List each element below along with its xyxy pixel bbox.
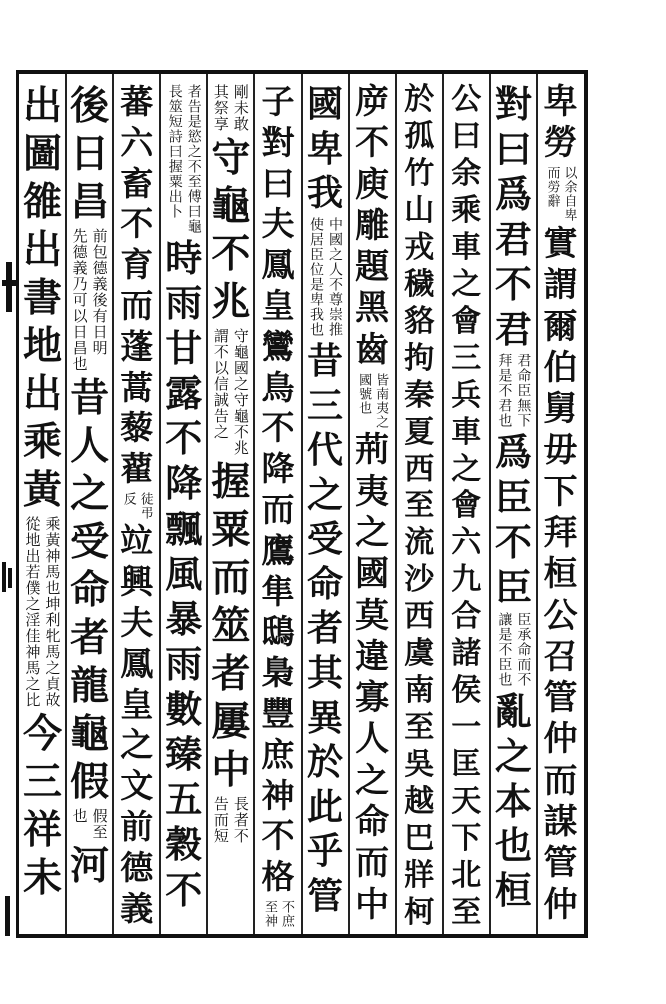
annotation-line: 先德義乃可以日昌也	[70, 228, 89, 372]
main-character: 而	[261, 489, 295, 529]
main-character: 巴	[404, 821, 435, 857]
main-character: 五	[165, 777, 203, 822]
text-column	[112, 82, 162, 929]
main-character: 夷	[355, 471, 390, 512]
main-character: 降	[165, 461, 203, 506]
main-character: 管	[307, 874, 344, 917]
annotation-note	[302, 217, 348, 337]
main-character: 後	[70, 83, 110, 129]
main-character: 興	[120, 562, 154, 602]
main-character: 秦	[404, 377, 435, 413]
margin-ink-mark	[2, 896, 14, 936]
main-character: 沙	[404, 562, 435, 598]
main-character: 而	[211, 555, 251, 601]
main-character: 中	[211, 747, 251, 793]
main-character: 夫	[261, 204, 295, 244]
main-character: 匡	[451, 747, 482, 783]
main-character: 暴	[165, 596, 203, 641]
main-character: 之	[70, 471, 110, 517]
main-character: 夫	[120, 602, 154, 642]
main-character: 車	[451, 229, 482, 265]
main-character: 受	[70, 519, 110, 565]
main-character: 雒	[23, 179, 63, 225]
annotation-line: 而勞辭	[544, 166, 560, 209]
main-character: 日	[70, 131, 110, 177]
main-character: 流	[404, 525, 435, 561]
main-character: 握	[211, 459, 251, 505]
main-character: 管	[543, 678, 578, 719]
main-character: 對	[261, 122, 295, 162]
main-character: 義	[120, 888, 154, 928]
main-character: 皇	[120, 684, 154, 724]
main-character: 者	[70, 615, 110, 661]
margin-ink-mark	[0, 562, 14, 592]
main-character: 君	[494, 216, 532, 261]
main-character: 合	[451, 599, 482, 635]
main-character: 君	[494, 306, 532, 351]
annotation-note	[114, 492, 160, 520]
main-character: 鳳	[120, 643, 154, 683]
main-character: 粟	[211, 507, 251, 553]
annotation-line: 以余自卑	[561, 166, 577, 223]
main-character: 此	[307, 785, 344, 828]
annotation-line: 剛未敢	[231, 84, 250, 132]
main-character: 庶	[261, 734, 295, 774]
text-column	[65, 82, 115, 890]
main-character: 越	[404, 784, 435, 820]
main-character: 人	[70, 423, 110, 469]
main-character: 三	[23, 759, 63, 805]
main-character: 雕	[355, 205, 390, 246]
main-character: 齒	[355, 329, 390, 370]
main-character: 祥	[23, 807, 63, 853]
main-character: 山	[404, 192, 435, 228]
annotation-line: 者告是慾之不至傅曰龜	[185, 83, 202, 234]
main-character: 出	[23, 83, 63, 129]
main-character: 而	[355, 843, 390, 884]
text-column	[159, 82, 209, 913]
main-character: 穢	[404, 266, 435, 302]
annotation-note	[208, 84, 254, 132]
text-column	[253, 82, 303, 929]
main-character: 德	[120, 847, 154, 887]
annotation-line: 徒弔	[137, 491, 153, 520]
annotation-line: 反	[120, 491, 136, 506]
main-character: 荊	[355, 430, 390, 471]
main-character: 不	[165, 416, 203, 461]
main-character: 豐	[261, 693, 295, 733]
text-column	[488, 82, 538, 913]
main-character: 爲	[494, 171, 532, 216]
annotation-note	[67, 808, 113, 840]
main-character: 於	[307, 741, 344, 784]
main-character: 亂	[494, 688, 532, 733]
main-character: 西	[404, 599, 435, 635]
annotation-line: 君命臣無下	[515, 353, 532, 429]
main-character: 龍	[70, 663, 110, 709]
main-character: 至	[404, 710, 435, 746]
main-character: 鷹	[261, 530, 295, 570]
text-column	[441, 82, 491, 932]
main-character: 育	[120, 245, 154, 285]
main-character: 出	[23, 227, 63, 273]
main-character: 飄	[165, 506, 203, 551]
main-character: 對	[494, 82, 532, 126]
main-character: 不	[261, 816, 295, 856]
main-character: 露	[165, 371, 203, 416]
main-character: 公	[451, 82, 482, 117]
main-character: 伯	[543, 347, 578, 388]
annotation-line: 臣承命而不	[515, 611, 532, 687]
main-character: 兵	[451, 377, 482, 413]
main-character: 虞	[404, 636, 435, 672]
main-character: 屢	[211, 699, 251, 745]
main-character: 兆	[211, 279, 251, 325]
main-character: 未	[23, 855, 63, 901]
annotation-line: 告而短	[211, 796, 230, 844]
main-character: 不	[120, 204, 154, 244]
main-character: 之	[451, 266, 482, 302]
main-character: 六	[120, 122, 154, 162]
main-character: 侯	[451, 673, 482, 709]
main-character: 之	[451, 451, 482, 487]
main-character: 題	[355, 247, 390, 288]
main-character: 國	[355, 554, 390, 595]
main-character: 鳥	[261, 367, 295, 407]
annotation-note	[208, 328, 254, 456]
text-column	[206, 82, 256, 846]
annotation-note	[208, 796, 254, 844]
main-character: 雨	[165, 280, 203, 325]
main-character: 今	[23, 711, 63, 757]
annotation-line: 長者不	[231, 796, 250, 844]
main-character: 龜	[211, 183, 251, 229]
annotation-note	[490, 353, 536, 428]
main-character: 前	[120, 806, 154, 846]
main-character: 國	[307, 83, 344, 125]
main-character: 河	[70, 843, 110, 889]
main-character: 寡	[355, 678, 390, 719]
main-character: 不	[355, 123, 390, 164]
main-character: 卑	[543, 82, 578, 122]
main-character: 之	[120, 725, 154, 765]
annotation-note	[255, 900, 301, 928]
annotation-line: 國號也	[356, 372, 372, 415]
main-character: 庾	[355, 164, 390, 205]
main-character: 之	[307, 473, 344, 516]
annotation-line: 讓是不臣也	[496, 611, 513, 687]
annotation-line: 長筮短詩曰握粟出卜	[166, 83, 183, 219]
main-character: 至	[404, 488, 435, 524]
main-character: 爾	[543, 306, 578, 347]
main-character: 下	[543, 471, 578, 512]
annotation-note	[67, 228, 113, 372]
main-character: 一	[451, 710, 482, 746]
main-character: 鸞	[261, 326, 295, 366]
main-character: 公	[543, 595, 578, 636]
main-character: 其	[307, 652, 344, 694]
main-character: 謂	[543, 265, 578, 306]
annotation-line: 使居臣位是卑我也	[308, 217, 325, 338]
annotation-line: 守龜國之守龜不兆	[231, 328, 250, 456]
main-character: 勞	[543, 123, 578, 164]
main-character: 我	[307, 172, 344, 215]
main-character: 莫	[355, 595, 390, 636]
main-character: 臣	[494, 475, 532, 520]
main-character: 三	[451, 340, 482, 376]
margin-ink-mark	[2, 262, 16, 312]
main-character: 者	[211, 651, 251, 697]
annotation-line: 至神	[261, 899, 277, 928]
text-column	[347, 82, 397, 926]
main-character: 仲	[543, 884, 578, 925]
main-character: 格	[261, 857, 295, 897]
main-character: 代	[307, 429, 344, 472]
main-character: 之	[355, 512, 390, 553]
annotation-note	[490, 612, 536, 687]
main-character: 余	[451, 155, 482, 191]
main-character: 下	[451, 821, 482, 857]
main-character: 穀	[165, 822, 203, 867]
main-character: 昌	[70, 179, 110, 225]
main-character: 至	[451, 894, 482, 930]
main-character: 中	[355, 884, 390, 925]
main-character: 不	[494, 261, 532, 306]
main-character: 車	[451, 414, 482, 450]
main-character: 畜	[120, 163, 154, 203]
main-character: 命	[307, 562, 344, 605]
annotation-line: 假至	[90, 808, 109, 840]
main-character: 黑	[355, 288, 390, 329]
main-character: 不	[211, 231, 251, 277]
main-character: 書	[23, 275, 63, 321]
main-character: 仲	[543, 719, 578, 760]
main-character: 管	[543, 843, 578, 884]
annotation-line: 其祭享	[211, 84, 230, 132]
annotation-line: 拜是不君也	[496, 353, 513, 429]
main-character: 人	[355, 719, 390, 760]
main-character: 假	[70, 759, 110, 805]
main-character: 㡿	[355, 82, 390, 122]
main-character: 毋	[543, 430, 578, 471]
annotation-line: 前包德義後有日明	[90, 228, 109, 356]
main-character: 筮	[211, 603, 251, 649]
main-character: 命	[355, 801, 390, 842]
main-character: 皇	[261, 285, 295, 325]
text-frame	[16, 70, 588, 938]
text-column	[300, 82, 350, 918]
main-character: 乘	[23, 419, 63, 465]
main-character: 卑	[307, 127, 344, 170]
annotation-note	[161, 84, 207, 234]
main-character: 數	[165, 687, 203, 731]
main-character: 乎	[307, 830, 344, 873]
main-character: 雨	[165, 641, 203, 686]
annotation-line: 中國之人不尊崇推	[327, 217, 344, 338]
main-character: 不	[261, 408, 295, 448]
main-character: 藜	[120, 408, 154, 448]
main-character: 之	[355, 760, 390, 801]
main-character: 神	[261, 775, 295, 815]
main-character: 降	[261, 449, 295, 489]
main-character: 文	[120, 766, 154, 806]
main-character: 時	[165, 235, 203, 280]
annotation-note	[349, 373, 395, 429]
main-character: 桓	[494, 868, 532, 913]
main-character: 守	[211, 135, 251, 181]
main-character: 三	[307, 384, 344, 427]
main-character: 天	[451, 784, 482, 820]
main-character: 受	[307, 518, 344, 561]
main-character: 子	[261, 82, 295, 121]
main-character: 出	[23, 371, 63, 417]
main-character: 諸	[451, 636, 482, 672]
main-character: 蓬	[120, 326, 154, 366]
main-character: 者	[307, 607, 344, 650]
main-character: 會	[451, 488, 482, 524]
main-character: 也	[494, 823, 532, 868]
main-character: 不	[494, 520, 532, 565]
main-character: 藋	[120, 449, 154, 489]
main-character: 蕃	[120, 82, 154, 121]
text-column	[394, 82, 444, 932]
text-column	[535, 82, 585, 926]
main-character: 會	[451, 303, 482, 339]
main-character: 竹	[404, 155, 435, 191]
main-character: 黃	[23, 467, 63, 513]
text-column	[18, 82, 68, 902]
main-character: 甘	[165, 326, 203, 370]
main-character: 貉	[404, 303, 435, 339]
main-character: 桓	[543, 554, 578, 595]
main-character: 九	[451, 562, 482, 598]
annotation-line: 從地出若僕之淫佳神馬之比	[23, 516, 42, 708]
annotation-line: 也	[70, 808, 89, 824]
main-character: 召	[543, 636, 578, 677]
main-character: 臣	[494, 565, 532, 610]
main-character: 北	[451, 858, 482, 894]
main-character: 違	[355, 636, 390, 677]
main-character: 異	[307, 696, 344, 739]
main-character: 竝	[120, 521, 154, 561]
main-character: 地	[23, 323, 63, 369]
main-character: 爲	[494, 430, 532, 475]
main-character: 而	[543, 760, 578, 801]
main-character: 風	[165, 551, 203, 596]
main-character: 曰	[451, 118, 482, 154]
main-character: 命	[70, 567, 110, 613]
main-character: 隼	[261, 571, 295, 611]
main-character: 吳	[404, 747, 435, 783]
annotation-line: 謂不以信誠告之	[211, 328, 230, 440]
main-character: 戎	[404, 229, 435, 265]
annotation-note	[537, 166, 583, 222]
main-character: 南	[404, 673, 435, 709]
main-character: 實	[543, 224, 578, 264]
main-character: 蒿	[120, 367, 154, 407]
main-character: 鴟	[261, 612, 295, 652]
main-character: 昔	[307, 340, 344, 383]
main-character: 之	[494, 733, 532, 778]
main-character: 鳳	[261, 245, 295, 285]
main-character: 曰	[494, 126, 532, 171]
main-character: 昔	[70, 375, 110, 421]
main-character: 夏	[404, 414, 435, 450]
main-character: 於	[404, 82, 435, 117]
main-character: 牂	[404, 858, 435, 894]
main-character: 不	[165, 867, 203, 912]
main-character: 梟	[261, 653, 295, 693]
main-character: 拘	[404, 340, 435, 376]
main-character: 拜	[543, 512, 578, 553]
annotation-line: 皆南夷之	[373, 372, 389, 429]
annotation-line: 不庶	[278, 899, 294, 928]
annotation-note	[20, 516, 66, 708]
main-character: 西	[404, 451, 435, 487]
main-character: 曰	[261, 163, 295, 203]
main-character: 龜	[70, 711, 110, 757]
main-character: 舅	[543, 389, 578, 430]
main-character: 而	[120, 285, 154, 325]
annotation-line: 乘黃神馬也坤利牝馬之貞故	[43, 516, 62, 708]
main-character: 六	[451, 525, 482, 561]
main-character: 乘	[451, 192, 482, 228]
main-character: 臻	[165, 732, 203, 777]
main-character: 圖	[23, 131, 63, 177]
main-character: 本	[494, 778, 532, 823]
main-character: 柯	[404, 894, 435, 930]
main-character: 謀	[543, 801, 578, 842]
main-character: 孤	[404, 118, 435, 154]
